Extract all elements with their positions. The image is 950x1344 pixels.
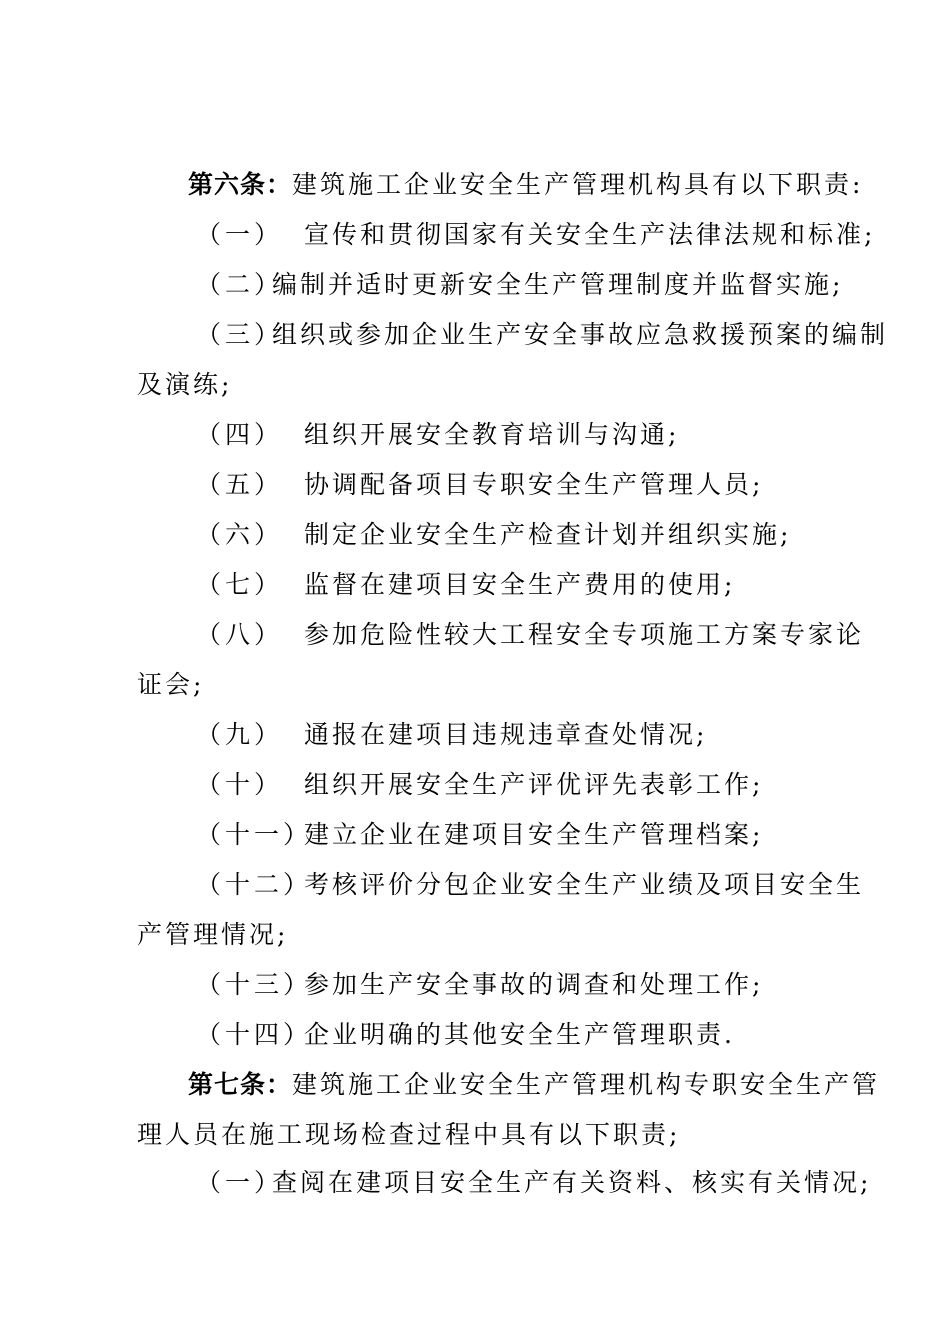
article-7-intro-continuation: 理人员在施工现场检查过程中具有以下职责; xyxy=(137,1120,681,1149)
item-text: 制定企业安全生产检查计划并组织实施; xyxy=(304,520,792,549)
item-number: （十一） xyxy=(196,820,313,849)
article-6-item-9 xyxy=(196,720,707,750)
item-text: 组织开展安全教育培训与沟通; xyxy=(304,420,680,449)
article-6-item-2 xyxy=(196,270,843,300)
item-number: （六） xyxy=(196,520,284,549)
item-text: 通报在建项目违规违章查处情况; xyxy=(304,720,708,749)
article-6-item-7 xyxy=(196,570,735,600)
item-text: 参加危险性较大工程安全专项施工方案专家论 xyxy=(304,620,865,649)
item-text: 编制并适时更新安全生产管理制度并监督实施; xyxy=(272,270,844,299)
article-6-item-11 xyxy=(196,820,763,850)
item-text: 监督在建项目安全生产费用的使用; xyxy=(304,570,736,599)
article-6-item-5 xyxy=(196,470,763,500)
item-number: （四） xyxy=(196,420,284,449)
article-6-item-4 xyxy=(196,420,679,450)
item-number: （三） xyxy=(196,320,284,349)
item-text: 组织开展安全生产评优评先表彰工作; xyxy=(304,770,764,799)
item-number: （十二） xyxy=(196,870,313,899)
article-6-item-8-continuation: 证会; xyxy=(137,670,205,699)
item-text: 协调配备项目专职安全生产管理人员; xyxy=(304,470,764,499)
article-6-item-12 xyxy=(196,870,864,900)
article-6-item-6 xyxy=(196,520,791,550)
article-6-item-13 xyxy=(196,970,763,1000)
article-7-heading-line xyxy=(188,1070,880,1100)
article-6-item-12-continuation: 产管理情况; xyxy=(137,920,289,949)
article-6-item-3 xyxy=(196,320,888,350)
item-number: （十四） xyxy=(196,1020,313,1049)
item-text: 建立企业在建项目安全生产管理档案; xyxy=(304,820,764,849)
item-number: （二） xyxy=(196,270,284,299)
article-6-item-10 xyxy=(196,770,763,800)
article-6-item-1 xyxy=(196,220,875,250)
item-text: 组织或参加企业生产安全事故应急救援预案的编制 xyxy=(272,320,889,349)
article-6-item-8 xyxy=(196,620,864,650)
item-number: （十三） xyxy=(196,970,313,999)
item-text: 宣传和贯彻国家有关安全生产法律法规和标准; xyxy=(304,220,876,249)
item-number: （八） xyxy=(196,620,284,649)
item-number: （九） xyxy=(196,720,284,749)
item-number: （五） xyxy=(196,470,284,499)
article-6-item-3-continuation: 及演练; xyxy=(137,370,233,399)
item-number: （十） xyxy=(196,770,284,799)
item-text: 查阅在建项目安全生产有关资料、核实有关情况; xyxy=(272,1168,872,1197)
item-text: 企业明确的其他安全生产管理职责. xyxy=(304,1020,735,1049)
article-7-item-1 xyxy=(196,1168,871,1198)
article-6-heading: 第六条： xyxy=(188,170,293,199)
item-text: 参加生产安全事故的调查和处理工作; xyxy=(304,970,764,999)
item-number: （七） xyxy=(196,570,284,599)
item-number: （一） xyxy=(196,220,284,249)
article-6-intro: 建筑施工企业安全生产管理机构具有以下职责: xyxy=(292,170,864,199)
item-number: （一） xyxy=(196,1168,284,1197)
article-7-intro: 建筑施工企业安全生产管理机构专职安全生产管 xyxy=(292,1070,881,1099)
article-6-item-14 xyxy=(196,1020,735,1050)
item-text: 考核评价分包企业安全生产业绩及项目安全生 xyxy=(304,870,865,899)
article-7-heading: 第七条： xyxy=(188,1070,293,1099)
article-6-heading-line xyxy=(188,170,863,200)
